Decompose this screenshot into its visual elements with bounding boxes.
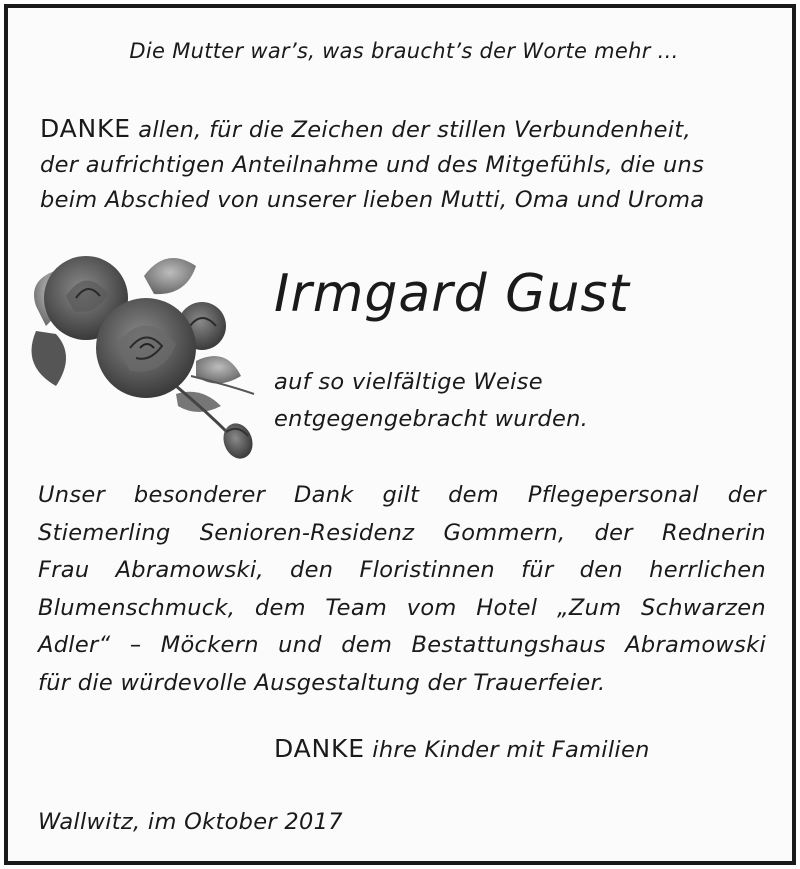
intro-danke: DANKE [40,114,131,143]
deceased-name: Irmgard Gust [274,264,630,324]
thanks-paragraph [38,477,766,702]
signature [274,734,650,763]
intro-line-3: beim Abschied von unserer lieben Mutti, Oma und Uroma [40,187,705,213]
obituary-notice [4,4,796,865]
thanks-line: Unser besonderer Dank gilt dem Pflegepersonal der [38,482,766,508]
intro-line-2: der aufrichtigen Anteilnahme und des Mitgefühls, die uns [40,152,705,178]
intro-text [40,111,704,218]
signature-rest: ihre Kinder mit Familien [372,737,650,763]
thanks-line: Stiemerling Senioren-Residenz Gommern, der Rednerin [38,519,766,546]
intro-line-1-rest: allen, für die Zeichen der stillen Verbundenheit, [138,117,691,143]
thanks-line: für die würdevolle Ausgestaltung der Trauerfeier. [38,669,606,696]
thanks-line: Adler“ – Möckern und dem Bestattungshaus Abramowski [38,632,766,658]
roses-image [26,236,266,464]
signature-danke: DANKE [274,734,365,763]
after-name-line-1: auf so vielfältige Weise [274,369,543,395]
after-name-line-2: entgegengebracht wurden. [274,406,589,432]
intro-line-1 [40,111,704,148]
thanks-line: Blumenschmuck, dem Team vom Hotel „Zum Schwarzen [38,594,766,621]
place-date: Wallwitz, im Oktober 2017 [38,809,343,835]
after-name-text [274,364,588,438]
thanks-line: Frau Abramowski, den Floristinnen für den herrlichen [38,557,766,583]
motto: Die Mutter war’s, was braucht’s der Worte mehr ... [129,39,679,63]
